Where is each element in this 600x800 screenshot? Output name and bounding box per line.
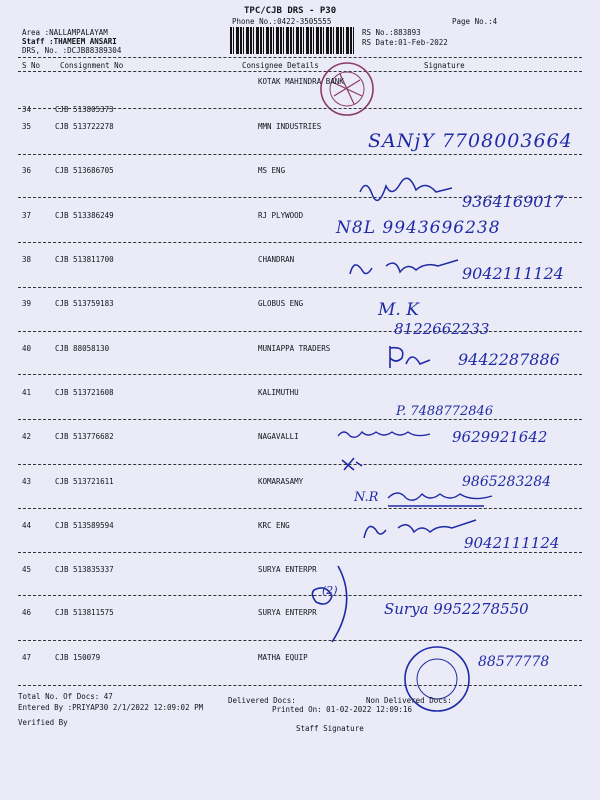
row-divider [18, 374, 582, 375]
row-sno: 37 [22, 211, 32, 220]
page-number: Page No.:4 [452, 17, 498, 26]
col-consignment: Consignment No [60, 61, 124, 70]
row-consignee: KRC ENG [258, 521, 290, 530]
row-divider [18, 419, 582, 420]
signature-scribble-40 [384, 342, 434, 372]
row-consignment: CJB 513805373 [55, 105, 114, 114]
table-row [0, 297, 600, 339]
row-consignment: CJB 513811575 [55, 608, 114, 617]
phone-number: Phone No.:0422-3505555 [232, 17, 332, 26]
row-divider [18, 154, 582, 155]
row-sno: 43 [22, 477, 32, 486]
row-consignee: MUNIAPPA TRADERS [258, 344, 331, 353]
signature-row-40: 9442287886 [458, 350, 560, 369]
row-sno: 36 [22, 166, 32, 175]
signature-row-43: 9865283284 [462, 474, 552, 490]
row-consignment: CJB 513811700 [55, 255, 114, 264]
signature-row-47: 88577778 [478, 654, 550, 670]
row-sno: 39 [22, 299, 32, 308]
row-divider [18, 331, 582, 332]
row-consignee: KOTAK MAHINDRA BANK [258, 77, 344, 86]
printed-on: Printed On: 01-02-2022 12:09:16 [272, 705, 412, 714]
row-divider [18, 595, 582, 596]
header-divider-top [18, 57, 582, 58]
row-consignment: CJB 513721611 [55, 477, 114, 486]
row-consignee: MMN INDUSTRIES [258, 122, 322, 131]
barcode [230, 27, 355, 54]
row-sno: 35 [22, 122, 32, 131]
row-consignee: SURYA ENTERPR [258, 608, 317, 617]
signature-row-46: Surya 9952278550 [384, 600, 529, 618]
row-sno: 34 [22, 105, 32, 114]
row-sno: 41 [22, 388, 32, 397]
signature-row-45: (2) [322, 584, 338, 597]
col-signature: Signature [424, 61, 465, 70]
row-divider [18, 464, 582, 465]
table-row [0, 386, 600, 428]
signature-row-39: 8122662233 [394, 320, 490, 338]
signature-row-41: P. 7488772846 [396, 404, 494, 419]
row-divider [18, 242, 582, 243]
signature-scribble-42 [334, 426, 434, 442]
row-consignment: CJB 513686705 [55, 166, 114, 175]
row-consignment: CJB 513835337 [55, 565, 114, 574]
signature-row-44: 9042111124 [464, 534, 560, 552]
row-sno: 42 [22, 432, 32, 441]
verified-by: Verified By [18, 718, 68, 727]
signature-scribble-36 [356, 176, 456, 202]
signature-scribble-44 [360, 518, 480, 542]
delivered-docs: Delivered Docs: [228, 696, 296, 705]
drs-number: DRS, No. :DCJB88389304 [22, 46, 122, 55]
table-row [0, 209, 600, 251]
row-divider [18, 108, 582, 109]
row-divider [18, 287, 582, 288]
row-consignment: CJB 513722278 [55, 122, 114, 131]
signature-scribble-38 [346, 256, 466, 280]
staff-label: Staff :THAMEEM ANSARI [22, 37, 117, 46]
non-delivered-docs: Non Delivered Docs: [366, 696, 452, 705]
signature-row-35: SANjY 7708003664 [368, 130, 573, 152]
row-consignee: GLOBUS ENG [258, 299, 304, 308]
row-consignment: CJB 513721608 [55, 388, 114, 397]
row-sno: 40 [22, 344, 32, 353]
row-sno: 44 [22, 521, 32, 530]
table-row [0, 563, 600, 605]
col-consignee: Consignee Details [242, 61, 319, 70]
row-sno: 46 [22, 608, 32, 617]
row-consignment: CJB 513589594 [55, 521, 114, 530]
row-sno: 47 [22, 653, 32, 662]
signature-mark-43 [340, 456, 364, 472]
row-consignee: KALIMUTHU [258, 388, 299, 397]
row-consignment: CJB 513386249 [55, 211, 114, 220]
row-consignment: CJB 513776682 [55, 432, 114, 441]
signature-row-42: 9629921642 [452, 428, 548, 446]
signature-row-38: 9042111124 [462, 264, 564, 283]
signature-bracket-45 [304, 562, 364, 646]
row-consignee: MATHA EQUIP [258, 653, 308, 662]
row-divider [18, 508, 582, 509]
row-consignee: KOMARASAMY [258, 477, 304, 486]
row-consignee: CHANDRAN [258, 255, 295, 264]
signature-row-37: N8L 9943696238 [336, 218, 501, 238]
row-consignee: SURYA ENTERPR [258, 565, 317, 574]
row-consignment: CJB 88058130 [55, 344, 110, 353]
row-consignee: RJ PLYWOOD [258, 211, 304, 220]
row-consignment: CJB 150079 [55, 653, 101, 662]
row-consignment: CJB 513759183 [55, 299, 114, 308]
signature-row-39-initials: M. K [378, 300, 419, 320]
signature-row-43-initials: N.R [354, 490, 379, 505]
rs-number: RS No.:883893 [362, 28, 421, 37]
header-divider-bottom [18, 71, 582, 72]
rs-date: RS Date:01-Feb-2022 [362, 38, 448, 47]
signature-scribble-43 [384, 486, 496, 508]
row-consignee: MS ENG [258, 166, 286, 175]
row-sno: 38 [22, 255, 32, 264]
row-divider [18, 640, 582, 641]
col-sno: S No [22, 61, 41, 70]
row-consignee: NAGAVALLI [258, 432, 299, 441]
row-sno: 45 [22, 565, 32, 574]
signature-row-36: 9364169017 [462, 192, 564, 211]
entered-by: Entered By :PRIYAP30 2/1/2022 12:09:02 PM [18, 703, 204, 712]
total-docs: Total No. Of Docs: 47 [18, 692, 113, 701]
document-title: TPC/CJB DRS - P30 [244, 6, 337, 16]
row-divider [18, 685, 582, 686]
area-label: Area :NALLAMPALAYAM [22, 28, 108, 37]
staff-signature: Staff Signature [296, 724, 364, 733]
row-divider [18, 552, 582, 553]
